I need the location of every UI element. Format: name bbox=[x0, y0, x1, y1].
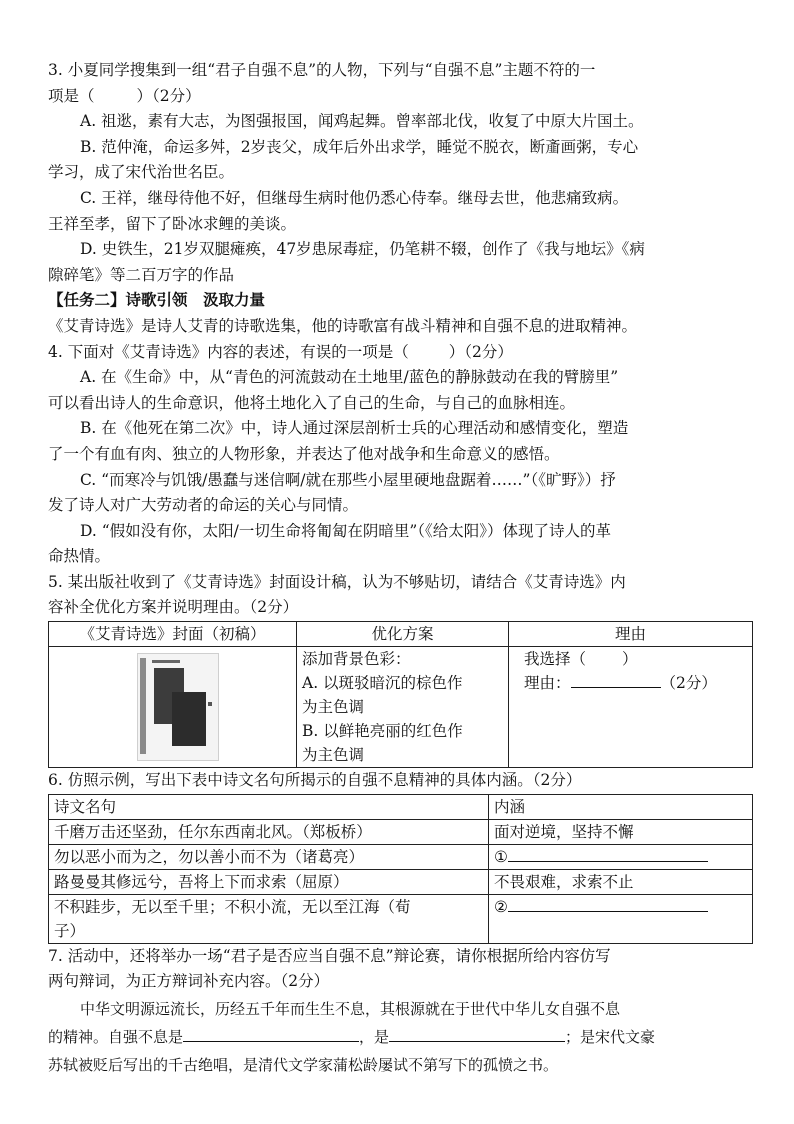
task2-title: 【任务二】诗歌引领 汲取力量 bbox=[48, 291, 266, 310]
quote-cell: 路曼曼其修远兮，吾将上下而求索（屈原） bbox=[49, 869, 489, 894]
q4-option-d: D. “假如没有你，太阳/一切生命将匍匐在阴暗里”（《给太阳》）体现了诗人的革 bbox=[80, 521, 612, 540]
essay-line-1: 中华文明源远流长，历经五千年而生生不息，其根源就在于世代中华儿女自强不息 bbox=[80, 999, 621, 1018]
question-7 bbox=[48, 944, 752, 1079]
q3-option-d: D. 史铁生，21岁双腿瘫痪，47岁患尿毒症，仍笔耕不辍，创作了《我与地坛》《病 bbox=[80, 240, 645, 259]
meaning-cell: 面对逆境，坚持不懈 bbox=[489, 819, 753, 844]
question-4 bbox=[48, 340, 752, 570]
q4-option-d-cont: 命热情。 bbox=[48, 547, 111, 566]
quote-cell: 勿以恶小而为之，勿以善小而不为（诸葛亮） bbox=[49, 844, 489, 869]
task2-intro: 《艾青诗选》是诗人艾青的诗歌选集，他的诗歌富有战斗精神和自强不息的进取精神。 bbox=[48, 316, 638, 335]
q3-option-c: C. 王祥，继母待他不好，但继母生病时他仍悉心侍奉。继母去世，他悲痛致病。 bbox=[80, 188, 629, 207]
q3-option-b: B. 范仲淹，命运多舛，2岁丧父，成年后外出求学，睡觉不脱衣，断齑画粥，专心 bbox=[80, 137, 639, 156]
table-row bbox=[49, 894, 753, 943]
book-cover-image bbox=[137, 653, 219, 761]
question-6 bbox=[48, 768, 752, 944]
q3-stem: 3. 小夏同学搜集到一组“君子自强不息”的人物，下列与“自强不息”主题不符的一 bbox=[48, 61, 596, 79]
q6-header-quote: 诗文名句 bbox=[49, 794, 489, 819]
q5-header-reason: 理由 bbox=[509, 622, 753, 647]
q4-option-a: A. 在《生命》中，从“青色的河流鼓动在土地里/蓝色的静脉鼓动在我的臂膀里” bbox=[80, 368, 619, 387]
q7-stem-cont: 两句辩词，为正方辩词补充内容。（2分） bbox=[48, 972, 330, 991]
meaning-cell[interactable]: ① bbox=[489, 844, 753, 869]
q5-table-row bbox=[49, 647, 753, 768]
q5-table-header bbox=[49, 622, 753, 647]
q3-option-c-cont: 王祥至孝，留下了卧冰求鲤的美谈。 bbox=[48, 214, 297, 233]
table-row bbox=[49, 819, 753, 844]
q3-option-a: A. 祖逖，素有大志，为图强报国，闻鸡起舞。曾率部北伐，收复了中原大片国土。 bbox=[80, 112, 644, 131]
plan-option-b: B. 以鲜艳亮丽的红色作 bbox=[302, 722, 463, 741]
q5-stem: 5. 某出版社收到了《艾青诗选》封面设计稿，认为不够贴切，请结合《艾青诗选》内 bbox=[48, 572, 626, 591]
q4-option-c: C. “而寒冷与饥饿/愚蠢与迷信啊/就在那些小屋里硬地盘踞着……”（《旷野》）抒 bbox=[80, 470, 616, 489]
question-3 bbox=[48, 58, 752, 288]
q3-answer-blank[interactable] bbox=[95, 84, 137, 110]
q5-header-plan: 优化方案 bbox=[297, 622, 509, 647]
q6-table bbox=[48, 794, 753, 944]
q4-answer-blank[interactable] bbox=[409, 340, 449, 366]
table-row bbox=[49, 844, 753, 869]
essay-line-3: 苏轼被贬后写出的千古绝唱，是清代文学家蒲松龄屡试不第写下的孤愤之书。 bbox=[48, 1055, 559, 1074]
plan-option-a-cont: 为主色调 bbox=[302, 698, 365, 717]
q4-stem: 4. 下面对《艾青诗选》内容的表述，有误的一项是（ ）（2分） bbox=[48, 340, 752, 366]
essay-line-2: 的精神。自强不息是 ，是 ；是宋代文豪 bbox=[48, 1027, 656, 1046]
quote-cell: 不积跬步，无以至千里；不积小流，无以至江海（荀 子） bbox=[49, 894, 489, 943]
plan-line: 添加背景色彩： bbox=[302, 650, 411, 669]
reason-line: 理由： （2分） bbox=[524, 674, 717, 693]
q5-header-cover: 《艾青诗选》封面（初稿） bbox=[49, 622, 297, 647]
quote-cell: 千磨万击还坚劲，任尔东西南北风。（郑板桥） bbox=[49, 819, 489, 844]
table-row bbox=[49, 869, 753, 894]
q6-table-header bbox=[49, 794, 753, 819]
q6-header-meaning: 内涵 bbox=[489, 794, 753, 819]
q5-table bbox=[48, 621, 753, 768]
q3-option-b-cont: 学习，成了宋代治世名臣。 bbox=[48, 163, 235, 182]
q5-stem-cont: 容补全优化方案并说明理由。（2分） bbox=[48, 598, 299, 617]
q4-option-b: B. 在《他死在第二次》中，诗人通过深层剖析士兵的心理活动和感情变化，塑造 bbox=[80, 419, 629, 438]
exam-page bbox=[48, 58, 752, 1079]
essay-blank-2[interactable] bbox=[389, 1041, 565, 1042]
answer-blank-2[interactable] bbox=[508, 911, 708, 912]
cover-draft-cell bbox=[49, 647, 297, 768]
q4-option-b-cont: 了一个有血有肉、独立的人物形象，并表达了他对战争和生命意义的感悟。 bbox=[48, 444, 560, 463]
reason-choose-line: 我选择（ ） bbox=[514, 647, 747, 671]
q6-stem: 6. 仿照示例，写出下表中诗文名句所揭示的自强不息精神的具体内涵。（2分） bbox=[48, 771, 582, 790]
reason-cell bbox=[509, 647, 753, 768]
meaning-cell[interactable]: ② bbox=[489, 894, 753, 943]
reason-blank[interactable] bbox=[571, 687, 661, 688]
q7-stem: 7. 活动中，还将举办一场“君子是否应当自强不息”辩论赛，请你根据所给内容仿写 bbox=[48, 946, 611, 965]
essay-blank-1[interactable] bbox=[183, 1041, 359, 1042]
plan-option-b-cont: 为主色调 bbox=[302, 746, 365, 765]
choice-blank[interactable] bbox=[586, 647, 622, 671]
meaning-cell: 不畏艰难，求索不止 bbox=[489, 869, 753, 894]
q4-option-a-cont: 可以看出诗人的生命意识，他将土地化入了自己的生命，与自己的血脉相连。 bbox=[48, 393, 576, 412]
plan-option-a: A. 以斑驳暗沉的棕色作 bbox=[302, 674, 463, 693]
q3-stem-line2: 项是（ ）（2分） bbox=[48, 84, 752, 110]
plan-cell bbox=[297, 647, 509, 768]
question-5 bbox=[48, 570, 752, 768]
answer-blank-1[interactable] bbox=[508, 861, 708, 862]
q4-option-c-cont: 发了诗人对广大劳动者的命运的关心与同情。 bbox=[48, 496, 359, 515]
q3-option-d-cont: 隙碎笔》等二百万字的作品 bbox=[48, 265, 235, 284]
